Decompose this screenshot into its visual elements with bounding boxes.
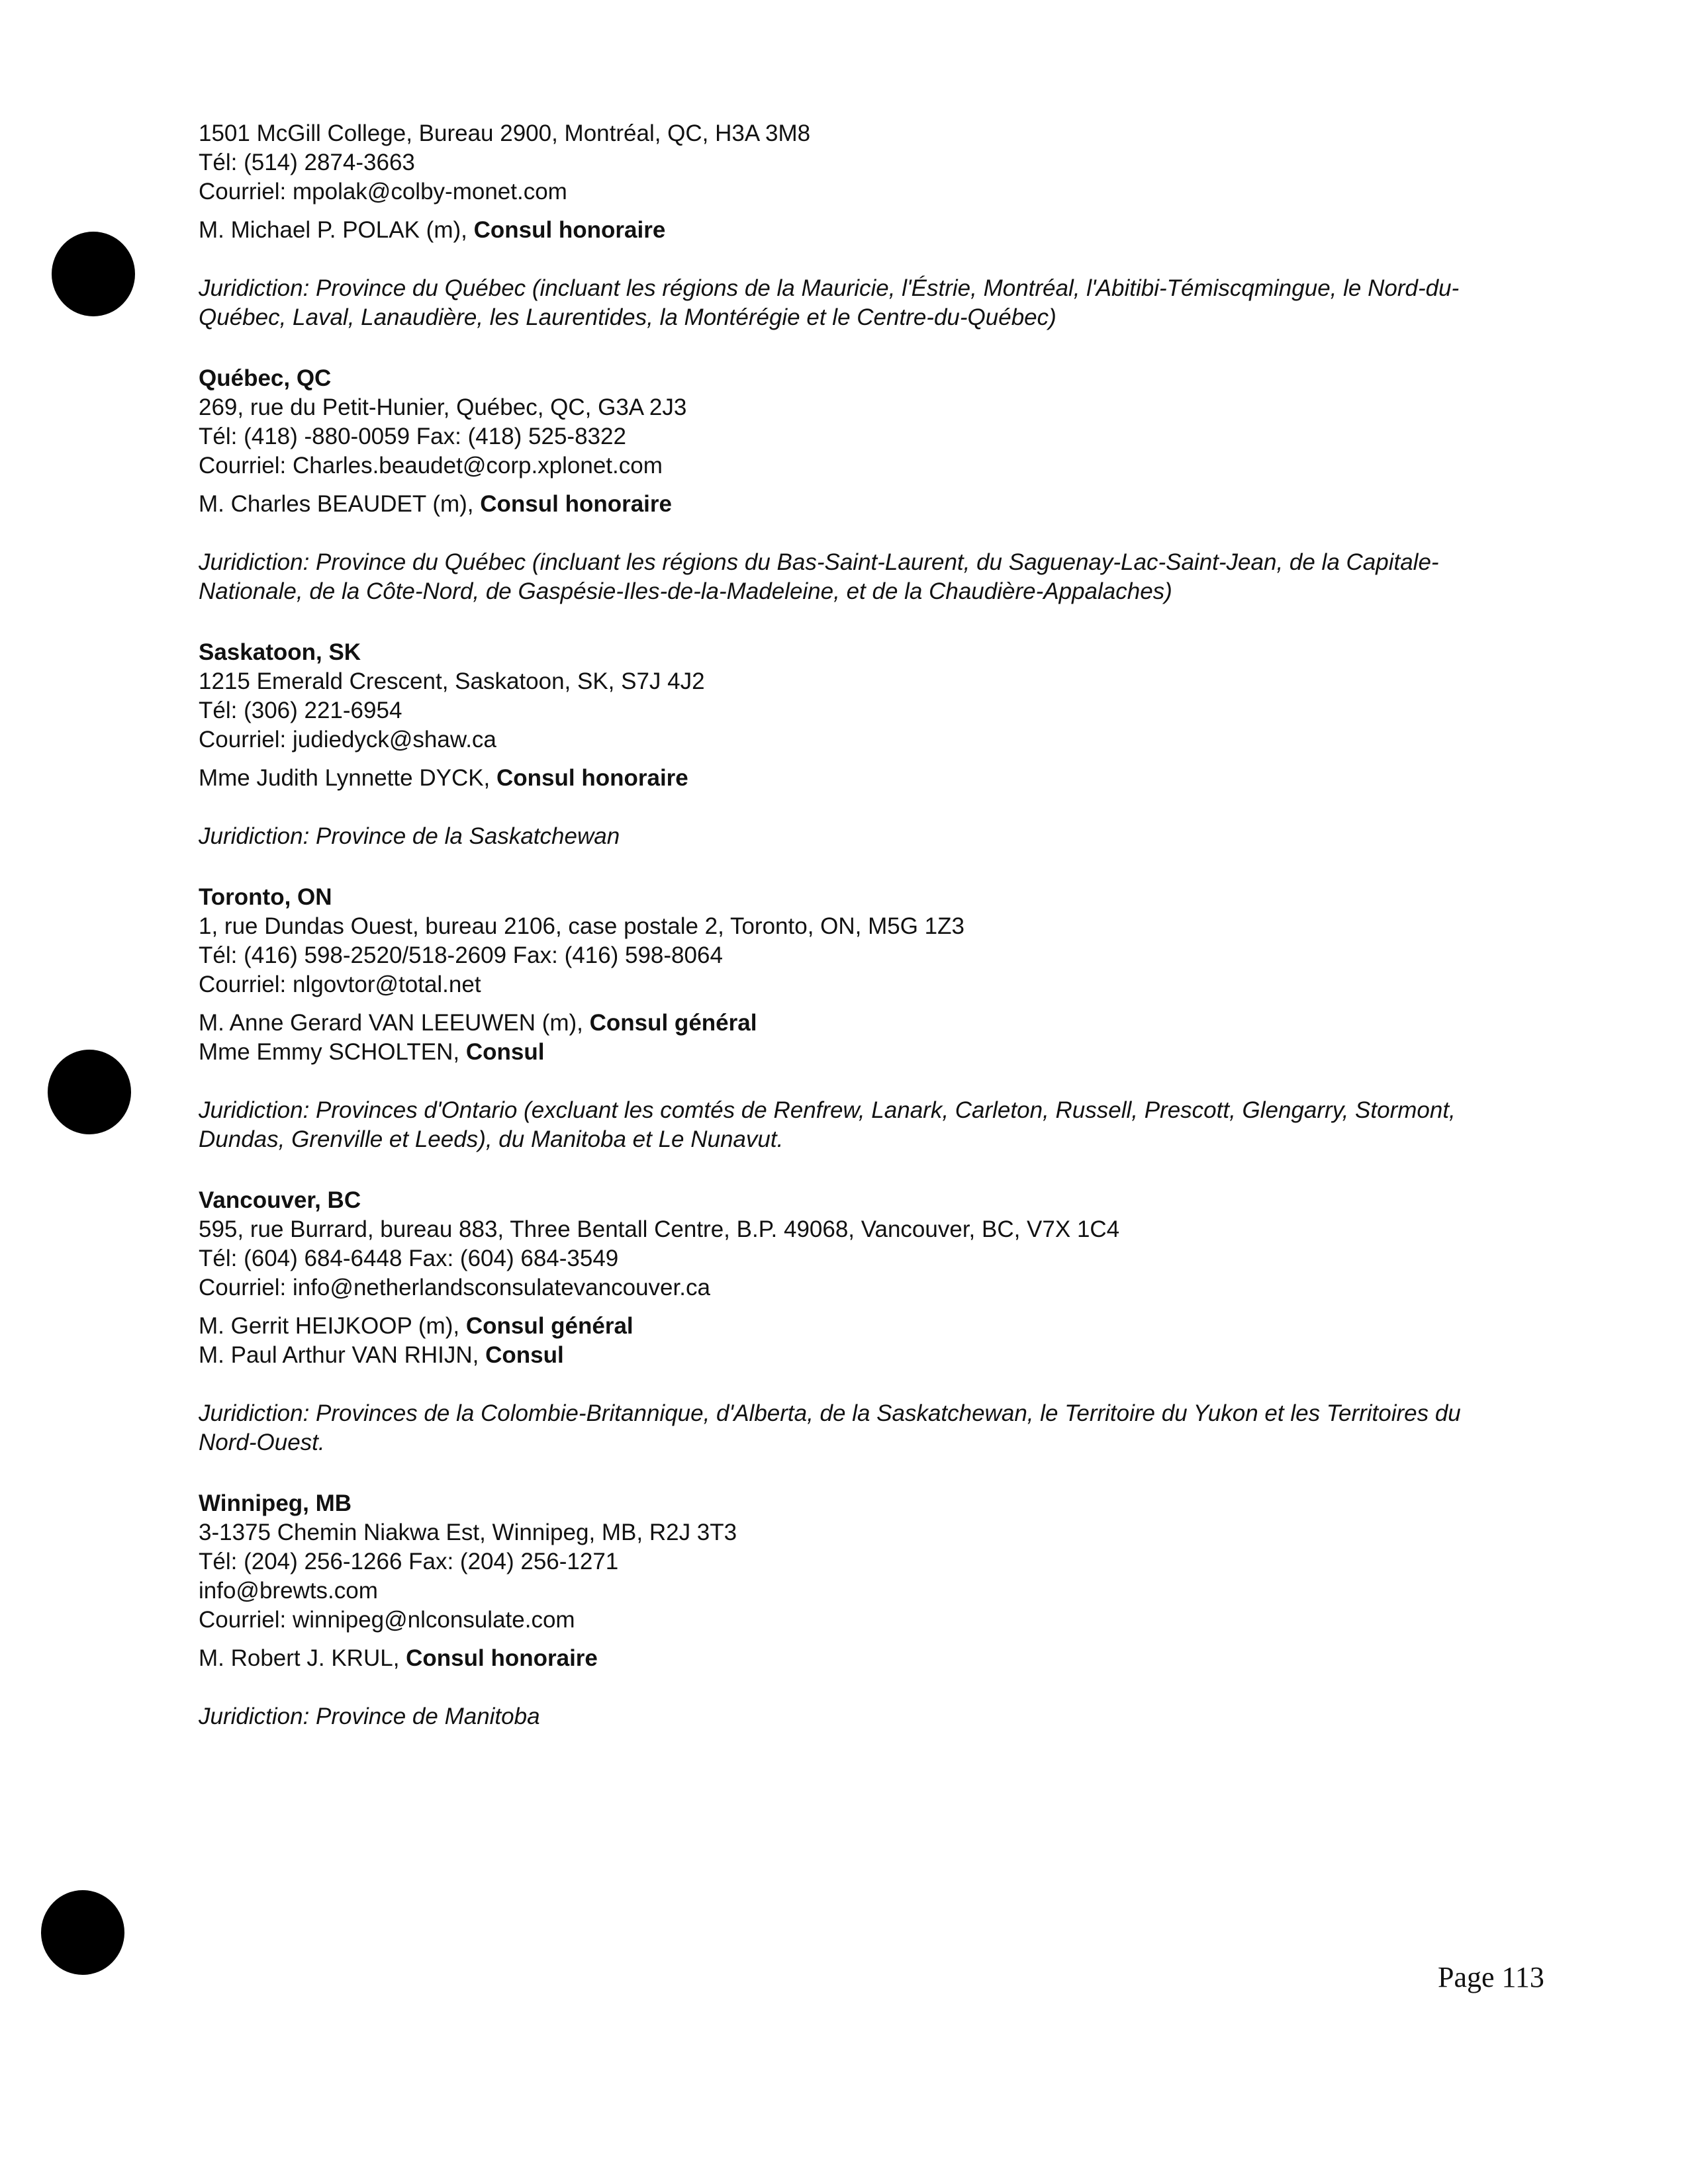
consulate-listing	[199, 119, 1536, 1763]
entry-person	[199, 490, 1536, 519]
entry-city: Québec, QC	[199, 365, 332, 391]
entry-address: 1215 Emerald Crescent, Saskatoon, SK, S7J 4J2	[199, 668, 705, 694]
entry-jurisdiction: Juridiction: Province de la Saskatchewan	[199, 823, 620, 849]
entry-email: Courriel: info@netherlandsconsulatevancouver.ca	[199, 1275, 710, 1300]
entry-email: Courriel: Charles.beaudet@corp.xplonet.com	[199, 453, 663, 478]
punch-hole-bottom	[41, 1890, 124, 1975]
entry-person	[199, 1038, 1536, 1067]
entry-address: 269, rue du Petit-Hunier, Québec, QC, G3A 2J3	[199, 394, 687, 420]
entry-winnipeg	[199, 1489, 1536, 1731]
entry-person	[199, 1341, 1536, 1370]
person-title: Consul général	[589, 1010, 757, 1036]
entry-city: Toronto, ON	[199, 884, 332, 910]
person-name: Mme Emmy SCHOLTEN,	[199, 1039, 466, 1065]
person-title: Consul honoraire	[480, 491, 672, 517]
person-title: Consul honoraire	[496, 765, 688, 791]
entry-city: Winnipeg, MB	[199, 1490, 352, 1516]
entry-phone: Tél: (306) 221-6954	[199, 698, 402, 723]
entry-address: 3-1375 Chemin Niakwa Est, Winnipeg, MB, R2J 3T3	[199, 1520, 737, 1545]
entry-address: 1, rue Dundas Ouest, bureau 2106, case postale 2, Toronto, ON, M5G 1Z3	[199, 913, 964, 939]
page-number: Page 113	[1438, 1961, 1544, 1993]
entry-jurisdiction: Juridiction: Province de Manitoba	[199, 1704, 540, 1729]
person-name: M. Anne Gerard VAN LEEUWEN (m),	[199, 1010, 590, 1036]
entry-person	[199, 1312, 1536, 1341]
entry-city: Saskatoon, SK	[199, 639, 361, 665]
person-name: Mme Judith Lynnette DYCK,	[199, 765, 497, 791]
entry-address: 595, rue Burrard, bureau 883, Three Bentall Centre, B.P. 49068, Vancouver, BC, V7X 1C4	[199, 1216, 1120, 1242]
person-title: Consul	[485, 1342, 564, 1368]
person-name: M. Paul Arthur VAN RHIJN,	[199, 1342, 486, 1368]
entry-phone: Tél: (416) 598-2520/518-2609 Fax: (416) 598-8064	[199, 942, 723, 968]
entry-address: 1501 McGill College, Bureau 2900, Montréal, QC, H3A 3M8	[199, 120, 811, 146]
entry-jurisdiction: Juridiction: Province du Québec (incluant les régions du Bas-Saint-Laurent, du Saguenay-Lac-Saint-Jean, de la Capitale-Nationale, de la Côte-Nord, de Gaspésie-Iles-de-la-Madeleine, et de la Chaudière-Appalaches)	[199, 549, 1439, 604]
entry-person	[199, 1644, 1536, 1673]
entry-email: Courriel: winnipeg@nlconsulate.com	[199, 1607, 575, 1633]
person-title: Consul honoraire	[406, 1645, 598, 1671]
entry-person	[199, 1009, 1536, 1038]
person-title: Consul général	[465, 1313, 633, 1339]
entry-phone: Tél: (514) 2874-3663	[199, 150, 415, 175]
entry-phone: Tél: (604) 684-6448 Fax: (604) 684-3549	[199, 1246, 619, 1271]
entry-phone: Tél: (418) -880-0059 Fax: (418) 525-8322	[199, 424, 626, 449]
entry-jurisdiction: Juridiction: Province du Québec (incluant les régions de la Mauricie, l'Éstrie, Montréal, l'Abitibi-Témiscqmingue, le Nord-du-Québec, Laval, Lanaudière, les Laurentides, la Montérégie et le Centre-du-Québec)	[199, 275, 1460, 330]
person-name: M. Robert J. KRUL,	[199, 1645, 406, 1671]
entry-quebec	[199, 364, 1536, 606]
person-name: M. Gerrit HEIJKOOP (m),	[199, 1313, 466, 1339]
person-name: M. Charles BEAUDET (m),	[199, 491, 481, 517]
entry-email-alt: info@brewts.com	[199, 1578, 378, 1604]
entry-jurisdiction: Juridiction: Provinces de la Colombie-Britannique, d'Alberta, de la Saskatchewan, le Territoire du Yukon et les Territoires du Nord-Ouest.	[199, 1400, 1461, 1455]
entry-person	[199, 216, 1536, 245]
person-title: Consul	[465, 1039, 545, 1065]
entry-email: Courriel: judiedyck@shaw.ca	[199, 727, 496, 752]
entry-jurisdiction: Juridiction: Provinces d'Ontario (excluant les comtés de Renfrew, Lanark, Carleton, Russell, Prescott, Glengarry, Stormont, Dundas, Grenville et Leeds), du Manitoba et Le Nunavut.	[199, 1097, 1456, 1152]
entry-city: Vancouver, BC	[199, 1187, 361, 1213]
entry-saskatoon	[199, 638, 1536, 851]
person-name: M. Michael P. POLAK (m),	[199, 217, 474, 243]
person-title: Consul honoraire	[473, 217, 666, 243]
entry-vancouver	[199, 1186, 1536, 1457]
entry-email: Courriel: mpolak@colby-monet.com	[199, 179, 567, 205]
punch-hole-top	[52, 232, 135, 316]
entry-email: Courriel: nlgovtor@total.net	[199, 972, 481, 997]
entry-person	[199, 764, 1536, 793]
punch-hole-middle	[48, 1050, 131, 1134]
entry-phone: Tél: (204) 256-1266 Fax: (204) 256-1271	[199, 1549, 619, 1574]
entry-montreal	[199, 119, 1536, 332]
entry-toronto	[199, 883, 1536, 1154]
